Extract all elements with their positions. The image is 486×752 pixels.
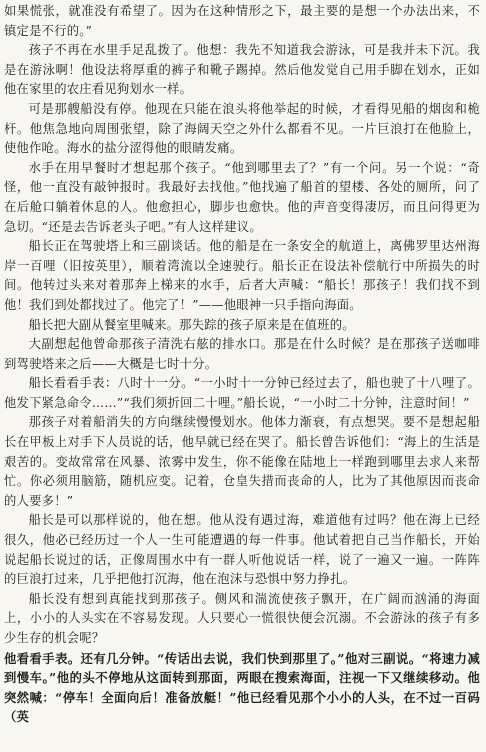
paragraph-5: 船长正在驾驶塔上和三副谈话。他的船是在一条安全的航道上，离佛罗里达州海岸一百哩（旧按英里），顺着湾流以全速驶行。船长正在设法补偿航行中所损失的时间。他转过头来对着那奔上梯来的水手，后者大声喊：“船长！那孩子！我们找不到他！我们到处都找过了。他完了！”——他眼神一只手指向海面。	[4, 239, 480, 312]
paragraph-12: 他看看手表。还有几分钟。“传话出去说，我们快到那里了。”他对三副说。“将速力减到慢车。”他的头不停地从这面转到那面，两眼在搜索海面，注视一下又继续移动。他突然喊：“停车！全面向后！准备放艇！”他已经看见那个小小的人头，在不过一百码（英	[4, 650, 480, 725]
paragraph-6: 船长把大副从餐室里喊来。那失踪的孩子原来是在值班的。	[28, 317, 355, 332]
paragraph-4: 水手在用早餐时才想起那个孩子。“他到哪里去了？”有一个问。另一个说：“奇怪，他一直没有敲钟报时。我最好去找他。”他找遍了船首的望楼、各处的厕所，问了在后舱口躺着休息的人。他愈担心，脚步也愈快。他的声音变得凄厉，而且问得更为急切。“还是去告诉老头子吧。”有人这样建议。	[4, 160, 480, 234]
paragraph-1: 如果慌张，就准没有希望了。因为在这种情形之下，最主要的是想一个办法出来，不镇定是不行的。”	[4, 4, 480, 38]
document-page	[4, 2, 480, 750]
paragraph-10: 船长是可以那样说的，他在想。他从没有遇过海，难道他有过吗？他在海上已经很久，他必已经历过一个人一生可能遭遇的每一件事。他试着把自己当作船长，开始说起船长说过的话，正像周围水中有一群人听他说话一样，说了一遍又一遍。一阵阵的巨浪打过来，几乎把他打沉海，他在泡沫与恐惧中努力挣扎。	[4, 513, 480, 587]
paragraph-2: 孩子不再在水里手足乱拨了。他想：我先不知道我会游泳，可是我并未下沉。我是在游泳啊！他设法将厚重的裤子和靴子踢掉。然后他发觉自己用手脚在划水，正如他在家里的农庄看见狗划水一样。	[4, 43, 480, 97]
paragraph-9: 那孩子对着船消失的方向继续慢慢划水。他体力渐衰，有点想哭。要不是想起船长在甲板上对手下人员说的话，他早就已经在哭了。船长曾告诉他们：“海上的生活是艰苦的。变故常常在风暴、浓雾中发生，你不能像在陆地上一样跑到哪里去求人来帮忙。你必须用脑筋，随机应变。记着，仓皇失措而丧命的人，比为了其他原因而丧命的人要多！”	[4, 415, 480, 508]
paragraph-3: 可是那艘船没有停。他现在只能在浪头将他举起的时候，才看得见船的烟囱和桅杆。他焦急地向周围张望，除了海阔天空之外什么都看不见。一片巨浪打在他脸上，使他作呛。海水的盐分涩得他的眼睛发痛。	[4, 101, 480, 156]
paragraph-8: 船长看看手表：八时十一分。“一小时十一分钟已经过去了，船也驶了十八哩了。他发下紧急命令……”“我们须折回二十哩。”船长说，“一小时二十分钟，注意时间！”	[4, 376, 480, 410]
paragraph-11: 船长没有想到真能找到那孩子。侧风和湍流使孩子飘开，在广阔而汹涌的海面上，小小的人头实在不容易发现。人只要心一慌很快便会沉溺。不会游泳的孩子有多少生存的机会呢？	[4, 591, 480, 645]
paragraph-7: 大副想起他曾命那孩子清洗右舷的排水口。那是在什么时候？是在那孩子送咖啡到驾驶塔来之后——大概是七时十分。	[4, 337, 480, 371]
